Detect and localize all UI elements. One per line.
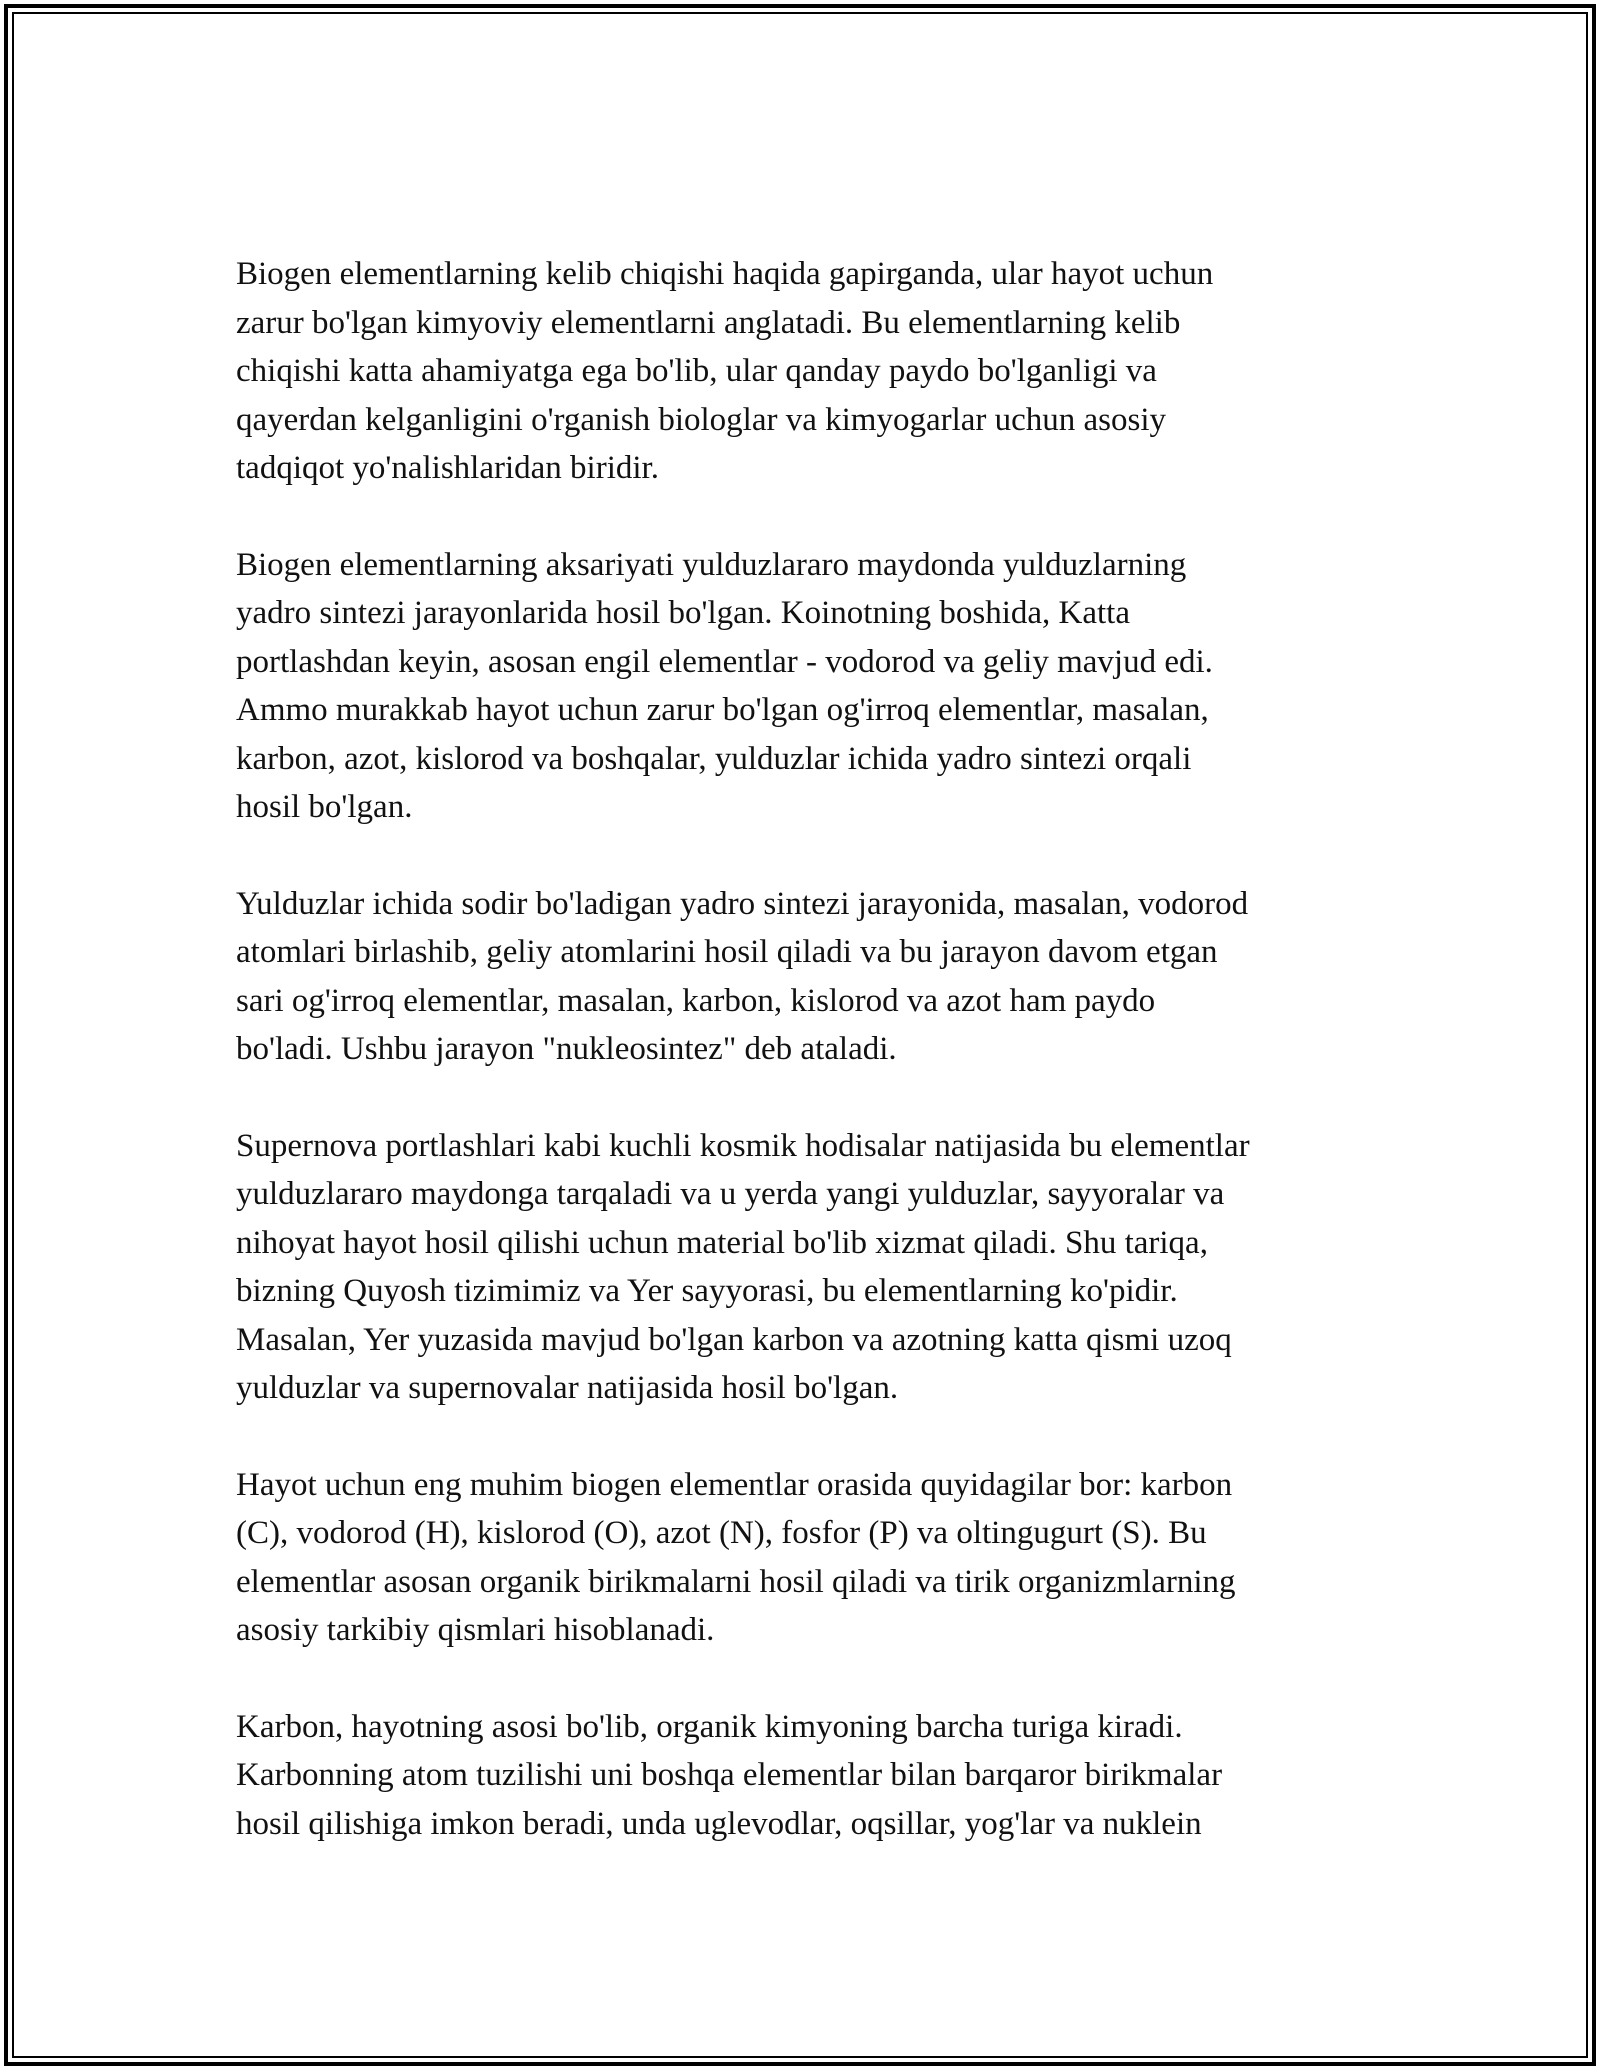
paragraph-6: Karbon, hayotning asosi bo'lib, organik kimyoning barcha turiga kiradi. Karbonning atom tuzilishi uni boshqa elementlar bilan barqaror birikmalar hosil qilishiga imkon beradi, unda uglevodlar, oqsillar, yog'lar va nuklein <box>236 1708 1223 1842</box>
paragraph-4: Supernova portlashlari kabi kuchli kosmik hodisalar natijasida bu elementlar yulduzlararo maydonga tarqaladi va u yerda yangi yulduzlar, sayyoralar va nihoyat hayot hosil qilishi uchun material bo'lib xizmat qiladi. Shu tariqa, bizning Quyosh tizimimiz va Yer sayyorasi, bu elementlarning ko'pidir. Masalan, Yer yuzasida mavjud bo'lgan karbon va azotning katta qismi uzoq yulduzlar va supernovalar natijasida hosil bo'lgan. <box>236 1127 1250 1406</box>
paragraph-5: Hayot uchun eng muhim biogen elementlar orasida quyidagilar bor: karbon (C), vodorod (H), kislorod (O), azot (N), fosfor (P) va oltingugurt (S). Bu elementlar asosan organik birikmalarni hosil qiladi va tirik organizmlarning asosiy tarkibiy qismlari hisoblanadi. <box>236 1466 1236 1648</box>
paragraph-1: Biogen elementlarning kelib chiqishi haqida gapirganda, ular hayot uchun zarur bo'lgan kimyoviy elementlarni anglatadi. Bu elementlarning kelib chiqishi katta ahamiyatga ega bo'lib, ular qanday paydo bo'lganligi va qayerdan kelganligini o'rganish biologlar va kimyogarlar uchun asosiy tadqiqot yo'nalishlaridan biridir. <box>236 256 1214 486</box>
document-body <box>236 250 1376 1896</box>
paragraph-2: Biogen elementlarning aksariyati yulduzlararo maydonda yulduzlarning yadro sintezi jarayonlarida hosil bo'lgan. Koinotning boshida, Katta portlashdan keyin, asosan engil elementlar - vodorod va geliy mavjud edi. Ammo murakkab hayot uchun zarur bo'lgan og'irroq elementlar, masalan, karbon, azot, kislorod va boshqalar, yulduzlar ichida yadro sintezi orqali hosil bo'lgan. <box>236 546 1213 825</box>
paragraph-3: Yulduzlar ichida sodir bo'ladigan yadro sintezi jarayonida, masalan, vodorod atomlari birlashib, geliy atomlarini hosil qiladi va bu jarayon davom etgan sari og'irroq elementlar, masalan, karbon, kislorod va azot ham paydo bo'ladi. Ushbu jarayon "nukleosintez" deb ataladi. <box>236 885 1249 1067</box>
